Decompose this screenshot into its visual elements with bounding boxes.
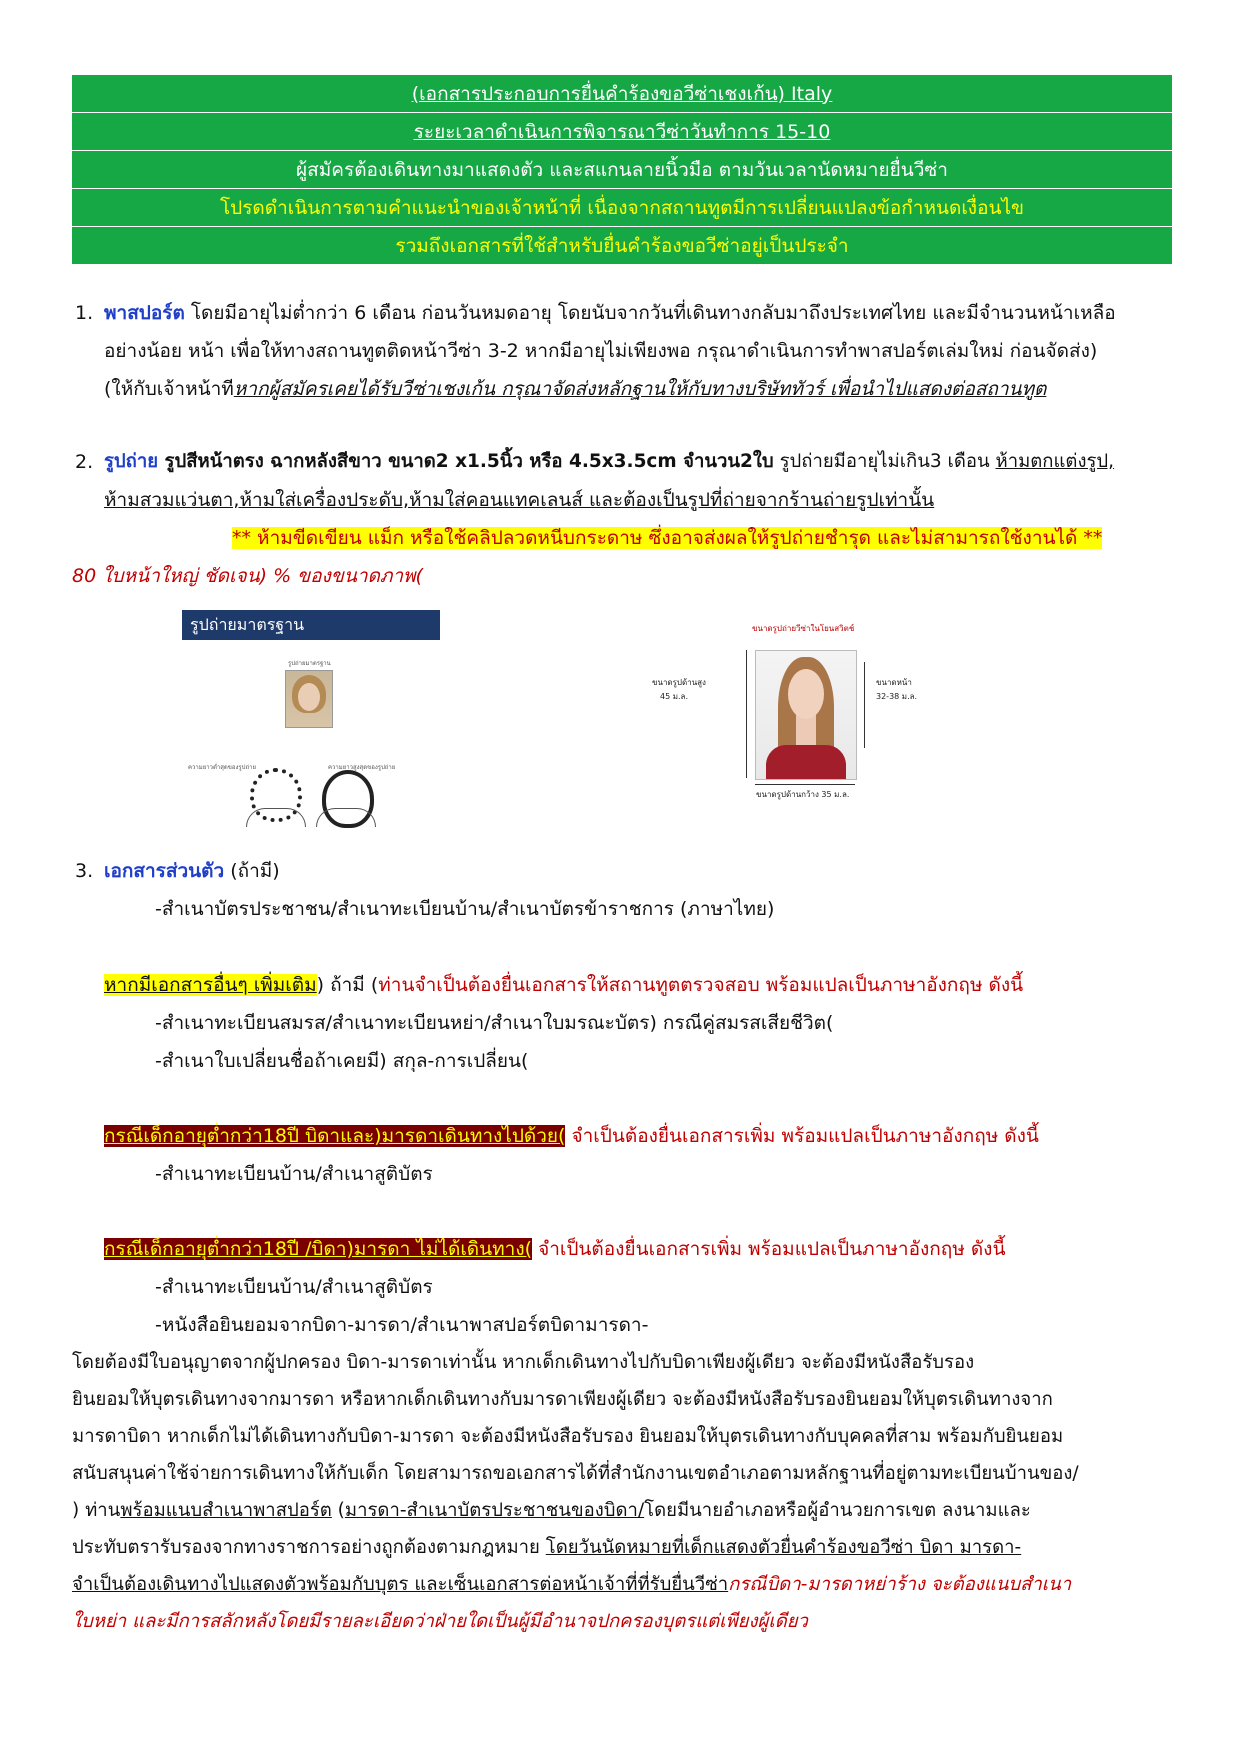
section3-para4: สนับสนุนค่าใช้จ่ายการเดินทางให้กับเด็ก โดยสามารถขอเอกสารได้ที่สำนักงานเขตอำเภอตามหลักฐานที่อยู่ตามทะเบียนบ้านของ/: [72, 1463, 1079, 1484]
section2-number: 2.: [75, 451, 94, 473]
header-table: [72, 75, 1172, 264]
section3-para7: จำเป็นต้องเดินทางไปแสดงตัวพร้อมกับบุตร และเซ็นเอกสารต่อหน้าเจ้าที่ที่รับยื่นวีซ่ากรณีบิดา-มารดาหย่าร้าง จะต้องแนบสำเนา: [72, 1574, 1072, 1595]
section3-child1-item: -สำเนาทะเบียนบ้าน/สำเนาสูติบัตร: [155, 1163, 433, 1185]
section3-para3: มารดาบิดา หากเด็กไม่ได้เดินทางกับบิดา-มารดา จะต้องมีหนังสือรับรอง ยินยอมให้บุตรเดินทางกับบุคคลที่สาม พร้อมกับยินยอม: [72, 1426, 1064, 1447]
section3-extra-item1: -สำเนาทะเบียนสมรส/สำเนาทะเบียนหย่า/สำเนาใบมรณะบัตร) กรณีคู่สมรสเสียชีวิต(: [155, 1012, 834, 1034]
sample-photo-small: [285, 670, 333, 728]
header-row-documents: รวมถึงเอกสารที่ใช้สำหรับยื่นคำร้องขอวีซ่าอยู่เป็นประจำ: [395, 234, 849, 257]
section3-line1: เอกสารส่วนตัว (ถ้ามี): [104, 860, 280, 882]
section1-line2: อย่างน้อย หน้า เพื่อให้ทางสถานทูตติดหน้าวีซ่า 3-2 หากมีอายุไม่เพียงพอ กรุณาดำเนินการทำพาสปอร์ตเล่มใหม่ ก่อนจัดส่ง): [104, 340, 1098, 362]
photo-size-figure: ขนาดรูปถ่ายวีซ่าในโยนสวิตช์ ขนาดรูปด้านสูง 45 ม.ล. ขนาดหน้า 32-38 ม.ล. ขนาดรูปด้านกว้าง 35 ม.ล.: [652, 624, 918, 799]
section3-extra: หากมีเอกสารอื่นๆ เพิ่มเติม) ถ้ามี (ท่านจำเป็นต้องยื่นเอกสารให้สถานทูตตรวจสอบ พร้อมแปลเป็นภาษาอังกฤษ ดังนี้: [104, 974, 1024, 996]
section3-extra-item2: -สำเนาใบเปลี่ยนชื่อถ้าเคยมี) สกุล-การเปลี่ยน(: [155, 1050, 529, 1072]
section3-item1: -สำเนาบัตรประชาชน/สำเนาทะเบียนบ้าน/สำเนาบัตรข้าราชการ (ภาษาไทย): [155, 898, 775, 920]
section1-line3: (ให้กับเจ้าหน้าทีหากผู้สมัครเคยได้รับวีซ่าเชงเก้น กรุณาจัดส่งหลักฐานให้กับทางบริษัททัวร์ เพื่อนำไปแสดงต่อสถานทูต: [104, 378, 1047, 400]
section3-para1: โดยต้องมีใบอนุญาตจากผู้ปกครอง บิดา-มารดาเท่านั้น หากเด็กเดินทางไปกับบิดาเพียงผู้เดียว จะต้องมีหนังสือรับรอง: [72, 1352, 975, 1373]
section1-line1: พาสปอร์ต โดยมีอายุไม่ต่ำกว่า 6 เดือน ก่อนวันหมดอายุ โดยนับจากวันที่เดินทางกลับมาถึงประเทศไทย และมีจำนวนหน้าเหลือ: [104, 302, 1116, 324]
section3-number: 3.: [75, 860, 94, 882]
header-row-appearance: ผู้สมัครต้องเดินทางมาแสดงตัว และสแกนลายนิ้วมือ ตามวันเวลานัดหมายยื่นวีซ่า: [72, 151, 1172, 189]
standard-photo-banner: รูปถ่ายมาตรฐาน: [182, 610, 440, 640]
section3-para6: ประทับตรารับรองจากทางราชการอย่างถูกต้องตามกฎหมาย โดยวันนัดหมายที่เด็กแสดงตัวยื่นคำร้องขอวีซ่า บิดา มารดา-: [72, 1537, 1022, 1558]
section3-child2-item1: -สำเนาทะเบียนบ้าน/สำเนาสูติบัตร: [155, 1276, 433, 1298]
section2-warning: ** ห้ามขีดเขียน แม็ก หรือใช้คลิปลวดหนีบกระดาษ ซึ่งอาจส่งผลให้รูปถ่ายชำรุด และไม่สามารถใช้งานได้ **: [232, 527, 1103, 549]
sample-photo-large: [755, 650, 857, 780]
section2-line2: ห้ามสวมแว่นตา,ห้ามใส่เครื่องประดับ,ห้ามใส่คอนแทคเลนส์ และต้องเป็นรูปที่ถ่ายจากร้านถ่ายรูปเท่านั้น: [104, 489, 935, 511]
section3-para2: ยินยอมให้บุตรเดินทางจากมารดา หรือหากเด็กเดินทางกับมารดาเพียงผู้เดียว จะต้องมีหนังสือรับรองยินยอมให้บุตรเดินทางจาก: [72, 1389, 1053, 1410]
section3-child2: กรณีเด็กอายุต่ำกว่า18ปี /บิดา)มารดา ไม่ได้เดินทาง( จำเป็นต้องยื่นเอกสารเพิ่ม พร้อมแปลเป็นภาษาอังกฤษ ดังนี้: [104, 1238, 1006, 1260]
header-row-duration: ระยะเวลาดำเนินการพิจารณาวีซ่าวันทำการ 15-10: [72, 113, 1172, 151]
section2-title: รูปถ่าย: [104, 451, 159, 472]
section3-para5: ) ท่านพร้อมแนบสำเนาพาสปอร์ต (มารดา-สำเนาบัตรประชาชนของบิดา/โดยมีนายอำเภอหรือผู้อำนวยการเขต ลงนามและ: [72, 1500, 1031, 1521]
header-row-instructions: โปรดดำเนินการตามคำแนะนำของเจ้าหน้าที่ เนื่องจากสถานทูตมีการเปลี่ยนแปลงข้อกำหนดเงื่อนไข: [72, 189, 1172, 227]
header-row-title: (เอกสารประกอบการยื่นคำร้องขอวีซ่าเชงเก้น) Italy: [72, 75, 1172, 113]
section1-number: 1.: [75, 302, 94, 324]
section2-note: 80 ใบหน้าใหญ่ ชัดเจน) % ของขนาดภาพ(: [72, 565, 423, 587]
section1-title: พาสปอร์ต: [104, 302, 185, 324]
section3-child2-item2: -หนังสือยินยอมจากบิดา-มารดา/สำเนาพาสปอร์ตบิดามารดา-: [155, 1314, 649, 1336]
section2-line1: รูปถ่าย รูปสีหน้าตรง ฉากหลังสีขาว ขนาด2 x1.5นิ้ว หรือ 4.5x3.5cm จำนวน2ใบ รูปถ่ายมีอายุไม่เกิน3 เดือน ห้ามตกแต่งรูป,: [104, 451, 1115, 472]
section3-child1: กรณีเด็กอายุต่ำกว่า18ปี บิดาและ)มารดาเดินทางไปด้วย( จำเป็นต้องยื่นเอกสารเพิ่ม พร้อมแปลเป็นภาษาอังกฤษ ดังนี้: [104, 1125, 1039, 1147]
section3-para8: ใบหย่า และมีการสลักหลังโดยมีรายละเอียดว่าฝ่ายใดเป็นผู้มีอำนาจปกครองบุตรแต่เพียงผู้เดียว: [72, 1611, 808, 1632]
section3-title: เอกสารส่วนตัว: [104, 860, 225, 882]
standard-photo-figure: รูปถ่ายมาตรฐาน รูปถ่ายมาตรฐาน ความยาวต่ำสุดของรูปถ่าย ความยาวสูงสุดของรูปถ่าย: [180, 610, 442, 825]
